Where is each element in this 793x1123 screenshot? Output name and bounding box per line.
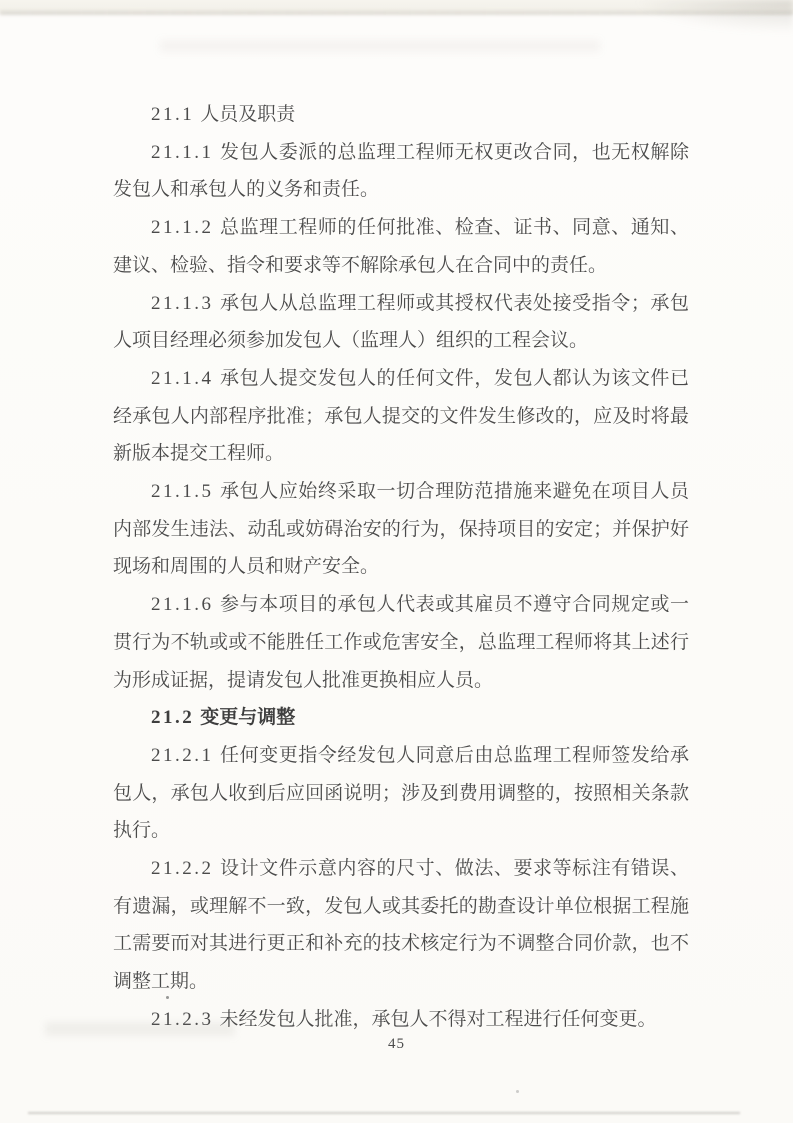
clause-21-1-5 — [113, 473, 689, 586]
section-heading-21-1 — [113, 96, 689, 134]
clause-number: 21.1.1 — [151, 141, 214, 163]
clause-number: 21.2 — [151, 707, 195, 729]
scan-artifact-bottom-edge — [28, 1112, 740, 1114]
clause-text: 总监理工程师的任何批准、检查、证书、同意、通知、建议、检验、指令和要求等不解除承包人在合同中的责任。 — [113, 217, 689, 276]
clause-number: 21.1.6 — [151, 594, 214, 616]
clause-number: 21.2.3 — [151, 1008, 214, 1030]
clause-text: 人员及职责 — [200, 104, 296, 125]
clause-number: 21.1.2 — [151, 217, 214, 239]
clause-text: 未经发包人批准，承包人不得对工程进行任何变更。 — [219, 1008, 657, 1030]
clause-number: 21.1.3 — [151, 292, 214, 314]
clause-text: 变更与调整 — [200, 707, 296, 729]
page-number: 45 — [388, 1036, 405, 1052]
clause-number: 21.1.4 — [151, 367, 214, 389]
clause-number: 21.1 — [151, 104, 195, 125]
clause-text: 承包人从总监理工程师或其授权代表处接受指令；承包人项目经理必须参加发包人（监理人）组织的工程会议。 — [113, 292, 689, 352]
scan-artifact-speck — [166, 996, 169, 999]
clause-text: 承包人提交发包人的任何文件，发包人都认为该文件已经承包人内部程序批准；承包人提交的文件发生修改的，应及时将最新版本提交工程师。 — [113, 367, 689, 465]
clause-21-1-4 — [113, 360, 689, 473]
scan-artifact-top-right-shade — [633, 0, 793, 34]
clause-21-1-1 — [113, 134, 689, 209]
clause-21-1-2 — [113, 209, 689, 284]
scan-artifact-smudge — [160, 40, 600, 52]
clause-number: 21.1.5 — [151, 481, 214, 503]
clause-21-2-1 — [113, 737, 689, 850]
clause-number: 21.2.2 — [151, 858, 214, 880]
clause-text: 设计文件示意内容的尺寸、做法、要求等标注有错误、有遗漏，或理解不一致，发包人或其委托的勘查设计单位根据工程施工需要而对其进行更正和补充的技术核定行为不调整合同价款，也不调整工期。 — [113, 858, 689, 993]
section-heading-21-2 — [113, 699, 689, 737]
scan-artifact-smudge — [45, 1022, 235, 1036]
scan-artifact-speck — [516, 1090, 519, 1093]
clause-text: 发包人委派的总监理工程师无权更改合同，也无权解除发包人和承包人的义务和责任。 — [113, 141, 689, 201]
clause-21-2-2 — [113, 850, 689, 1001]
clause-21-1-3 — [113, 285, 689, 360]
clause-text: 承包人应始终采取一切合理防范措施来避免在项目人员内部发生违法、动乱或妨碍治安的行为，保持项目的安定；并保护好现场和周围的人员和财产安全。 — [113, 481, 689, 578]
clause-number: 21.2.1 — [151, 744, 214, 766]
contract-text-block — [113, 96, 689, 1039]
clause-21-1-6 — [113, 586, 689, 699]
clause-text: 任何变更指令经发包人同意后由总监理工程师签发给承包人，承包人收到后应回函说明；涉及到费用调整的，按照相关条款执行。 — [113, 744, 689, 842]
clause-text: 参与本项目的承包人代表或其雇员不遵守合同规定或一贯行为不轨或或不能胜任工作或危害安全，总监理工程师将其上述行为形成证据，提请发包人批准更换相应人员。 — [113, 594, 689, 691]
